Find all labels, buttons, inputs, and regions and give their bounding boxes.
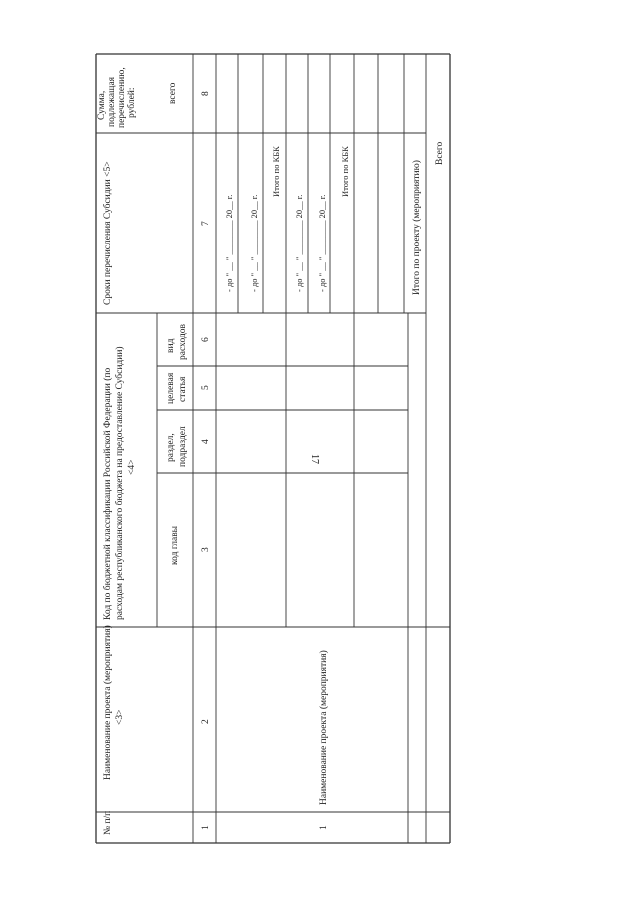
header-col6-line1: вид — [166, 338, 176, 353]
header-col4-line2: подраздел — [178, 426, 188, 467]
number-5: 5 — [201, 385, 211, 390]
body-term-2: - до " __ " ________ 20__ г. — [249, 194, 259, 292]
header-col2-line1: Наименование проекта (мероприятия) — [103, 625, 113, 780]
number-7: 7 — [201, 221, 211, 226]
header-kbk-line1: Код по бюджетной классификации Российской Федерации (по — [103, 367, 113, 620]
page-number: 17 — [309, 454, 320, 464]
body-term-4: - до " __ " ________ 20__ г. — [317, 194, 327, 292]
number-1: 1 — [201, 825, 211, 830]
header-col8-line3: перечислению, — [117, 67, 127, 128]
header-col5-line1: целевая — [166, 372, 176, 404]
body-term-1: - до " __ " ________ 20__ г. — [224, 194, 234, 292]
body-project-name: Наименование проекта (мероприятия) — [319, 650, 329, 805]
header-col8-sub: всего — [168, 82, 178, 104]
header-col5-line2: статья — [178, 376, 188, 402]
body-subtotal-kbk-1: Итого по КБК — [271, 146, 281, 197]
header-col8-line1: Сумма, — [97, 90, 107, 120]
number-2: 2 — [201, 719, 211, 724]
header-col6-line2: расходов — [178, 324, 188, 360]
header-col1: № п/п — [103, 810, 113, 835]
body-total-project: Итого по проекту (мероприятию) — [412, 160, 422, 295]
row-dividers — [157, 54, 426, 843]
header-kbk-line2: расходам республиканского бюджета на предоставление Субсидии) — [115, 346, 125, 620]
header-col8-line4: рублей: — [127, 87, 137, 118]
header-col3: код главы — [170, 525, 180, 565]
number-4: 4 — [201, 439, 211, 444]
header-col4-line1: раздел, — [166, 433, 176, 462]
body-term-3: - до " __ " ________ 20__ г. — [294, 194, 304, 292]
header-col8-line2: подлежащая — [107, 76, 117, 127]
body-subtotal-kbk-2: Итого по КБК — [340, 146, 350, 197]
header-col2-line2: <3> — [115, 709, 125, 725]
number-3: 3 — [201, 547, 211, 552]
column-dividers — [96, 133, 450, 812]
header-kbk-line3: <4> — [127, 459, 137, 475]
number-8: 8 — [201, 91, 211, 96]
number-6: 6 — [201, 337, 211, 342]
header-col7: Сроки перечисления Субсидии <5> — [103, 161, 113, 305]
body-grand-total: Всего — [435, 141, 445, 165]
body-row-number: 1 — [319, 825, 329, 830]
